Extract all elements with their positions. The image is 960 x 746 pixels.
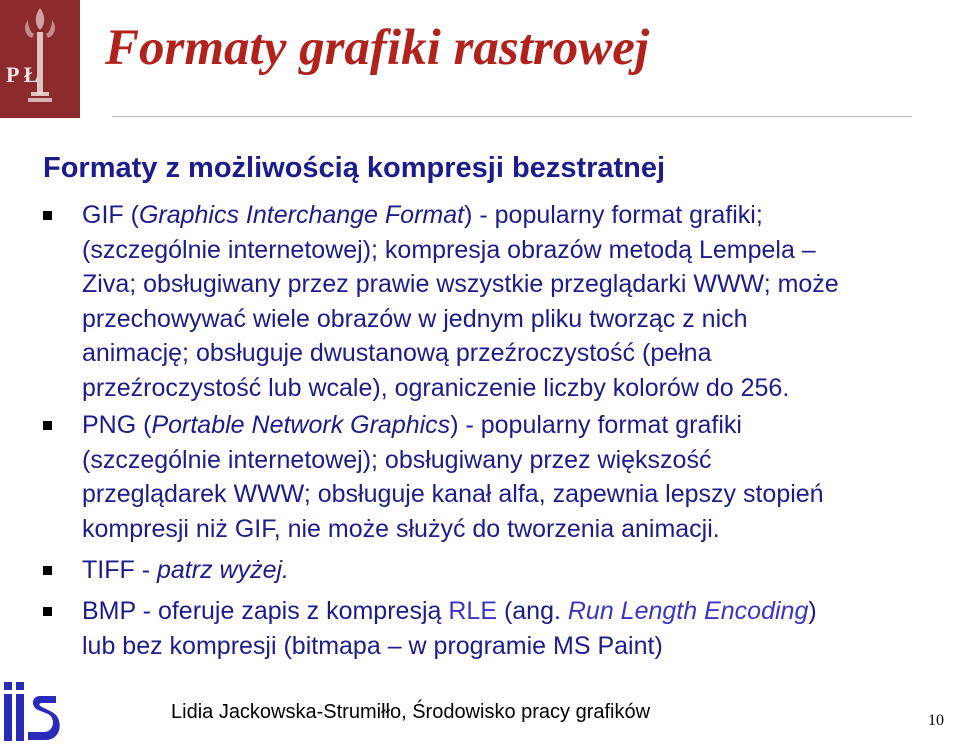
text-segment: ) — [808, 597, 817, 625]
text-segment: RLE — [448, 597, 497, 625]
text-segment: animację; obsługuje dwustanową przeźroczystość (pełna — [82, 339, 712, 367]
slide-title: Formaty grafiki rastrowej — [105, 20, 650, 76]
text-segment: ) - popularny format grafiki — [450, 411, 742, 439]
text-segment: Run Length Encoding — [567, 597, 809, 625]
bullet-line — [82, 408, 742, 443]
bullet-line — [82, 302, 748, 337]
text-segment: (szczególnie internetowej); kompresja obrazów metodą Lempela – — [82, 235, 816, 264]
logo-letters: P Ł — [6, 62, 39, 87]
bullet-square-icon — [43, 421, 52, 430]
bullet-line — [82, 443, 711, 478]
bullet-square-icon — [43, 566, 52, 575]
title-divider — [112, 116, 912, 117]
bullet-line — [82, 553, 289, 588]
text-segment: Graphics Interchange Format — [138, 201, 465, 229]
bullet-line — [82, 371, 789, 406]
footer-author: Lidia Jackowska-Strumiłło, Środowisko pracy grafików — [171, 701, 651, 723]
text-segment: kompresji niż GIF, nie może służyć do tworzenia animacji. — [82, 514, 720, 543]
text-segment: lub bez kompresji (bitmapa – w programie MS Paint) — [82, 631, 663, 660]
university-logo — [0, 0, 80, 118]
text-segment: GIF ( — [82, 201, 139, 229]
text-segment: (ang. — [497, 597, 568, 625]
bullet-line — [82, 267, 839, 302]
text-segment: Ziva; obsługiwany przez prawie wszystkie przeglądarki WWW; może — [82, 270, 839, 298]
page-number: 10 — [928, 712, 944, 729]
bullet-line — [82, 233, 816, 268]
text-segment: przeźroczystość lub wcale), ograniczenie liczby kolorów do 256. — [82, 373, 790, 402]
bullet-square-icon — [43, 211, 52, 220]
text-segment: przeglądarek WWW; obsługuje kanał alfa, zapewnia lepszy stopień — [82, 480, 824, 508]
text-segment: ) - popularny format grafiki; — [464, 201, 763, 229]
university-emblem-icon — [0, 0, 80, 118]
bullet-line — [82, 477, 824, 512]
bullet-square-icon — [43, 607, 52, 616]
text-segment: przechowywać wiele obrazów w jednym pliku tworząc z nich — [82, 304, 748, 333]
bullet-line — [82, 594, 817, 629]
text-segment: BMP - oferuje zapis z kompresją — [82, 597, 449, 625]
iis-logo-icon — [0, 676, 60, 741]
bullet-line — [82, 629, 663, 664]
text-segment: patrz wyżej. — [156, 556, 289, 584]
bullet-line — [82, 336, 712, 371]
bullet-line — [82, 198, 763, 233]
section-heading: Formaty z możliwością kompresji bezstratnej — [43, 152, 666, 184]
text-segment: (szczególnie internetowej); obsługiwany przez większość — [82, 445, 712, 474]
text-segment: Portable Network Graphics — [151, 411, 451, 439]
bullet-line — [82, 512, 720, 547]
text-segment: TIFF - — [82, 556, 157, 584]
institute-logo — [0, 676, 60, 741]
text-segment: PNG ( — [82, 411, 152, 439]
